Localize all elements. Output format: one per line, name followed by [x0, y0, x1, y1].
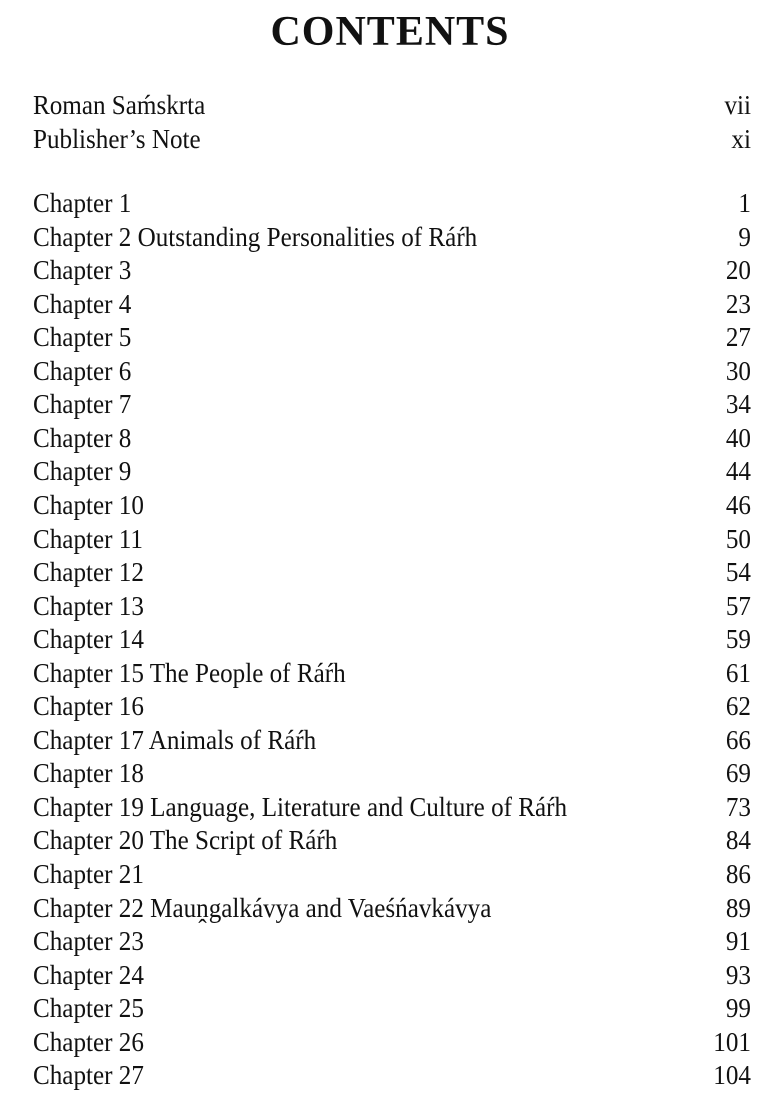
entry-page-number: 61	[725, 657, 751, 688]
entry-title: Chapter 6	[33, 355, 132, 386]
entry-page-number: 1	[738, 188, 751, 218]
chapter-entry	[33, 220, 751, 254]
entry-page-number: 104	[713, 1060, 751, 1091]
entry-title: Chapter 1	[33, 188, 132, 218]
entry-title: Chapter 26	[33, 1026, 144, 1057]
entry-page-number: 62	[725, 691, 751, 722]
entry-page-number: 59	[725, 624, 751, 655]
entry-page-number: 54	[725, 557, 751, 588]
chapter-entry	[33, 958, 751, 992]
entry-title: Chapter 14	[33, 624, 144, 655]
entry-title: Publisher’s Note	[33, 124, 201, 154]
entry-title: Chapter 11	[33, 523, 143, 554]
chapter-entry	[33, 522, 751, 556]
entry-title: Chapter 5	[33, 322, 132, 353]
chapter-entry	[33, 723, 751, 757]
entry-page-number: xi	[731, 124, 751, 154]
entry-title: Chapter 16	[33, 691, 144, 722]
entry-page-number: 73	[725, 791, 751, 822]
entry-title: Chapter 20 The Script of Ráŕh	[33, 825, 338, 856]
entry-page-number: 69	[725, 758, 751, 789]
entry-page-number: 44	[725, 456, 751, 487]
front-matter-entry	[33, 88, 751, 122]
entry-title: Chapter 13	[33, 590, 144, 621]
chapter-entry	[33, 924, 751, 958]
chapter-entry	[33, 186, 751, 220]
entry-title: Chapter 24	[33, 959, 144, 990]
entry-page-number: vii	[724, 90, 751, 120]
entry-page-number: 20	[725, 255, 751, 286]
entry-page-number: 27	[725, 322, 751, 353]
entry-page-number: 99	[725, 993, 751, 1024]
entry-title: Chapter 21	[33, 859, 144, 889]
entry-title: Chapter 18	[33, 758, 144, 789]
chapter-entry	[33, 555, 751, 589]
entry-title: Chapter 3	[33, 255, 132, 286]
chapter-entry	[33, 589, 751, 623]
entry-page-number: 23	[725, 288, 751, 319]
chapter-entry	[33, 1058, 751, 1092]
chapter-entry	[33, 891, 751, 925]
chapter-entry	[33, 320, 751, 354]
chapter-entry	[33, 857, 751, 891]
entry-page-number: 89	[725, 892, 751, 923]
entry-page-number: 9	[738, 221, 751, 252]
chapter-entry	[33, 488, 751, 522]
chapter-entry	[33, 790, 751, 824]
entry-page-number: 101	[713, 1026, 751, 1057]
entry-title: Chapter 25	[33, 993, 144, 1024]
entry-page-number: 66	[725, 724, 751, 755]
entry-title: Chapter 15 The People of Ráŕh	[33, 657, 346, 688]
chapter-entry	[33, 287, 751, 321]
chapter-entry	[33, 1025, 751, 1059]
entry-title: Chapter 17 Animals of Ráŕh	[33, 724, 317, 755]
entry-page-number: 30	[725, 355, 751, 386]
chapter-entry	[33, 756, 751, 790]
chapter-entry	[33, 421, 751, 455]
page-title: CONTENTS	[270, 9, 510, 55]
entry-title: Chapter 9	[33, 456, 132, 487]
entry-page-number: 34	[725, 389, 751, 420]
entry-page-number: 50	[725, 523, 751, 554]
chapter-entry	[33, 622, 751, 656]
front-matter-entry	[33, 122, 751, 156]
entry-title: Chapter 12	[33, 557, 144, 588]
entry-title: Chapter 4	[33, 288, 132, 319]
chapter-entry	[33, 454, 751, 488]
chapter-entry	[33, 991, 751, 1025]
chapter-entry	[33, 656, 751, 690]
entry-page-number: 46	[725, 489, 751, 520]
chapter-entry	[33, 387, 751, 421]
chapter-entry	[33, 689, 751, 723]
entry-title: Chapter 7	[33, 389, 132, 420]
entry-title: Chapter 27	[33, 1060, 144, 1091]
entry-title: Chapter 8	[33, 422, 132, 453]
entry-title: Chapter 22 Mauṋgalkávya and Vaeśńavkávya	[33, 892, 492, 923]
entry-page-number: 57	[725, 590, 751, 621]
entry-page-number: 40	[725, 422, 751, 453]
chapter-entry	[33, 354, 751, 388]
entry-title: Chapter 2 Outstanding Personalities of Ráŕh	[33, 221, 478, 252]
entry-title: Roman Saḿskrta	[33, 90, 206, 120]
chapter-entry	[33, 253, 751, 287]
entry-title: Chapter 19 Language, Literature and Culture of Ráŕh	[33, 791, 568, 822]
entry-page-number: 93	[725, 959, 751, 990]
chapter-entry	[33, 823, 751, 857]
entry-title: Chapter 10	[33, 489, 144, 520]
entry-title: Chapter 23	[33, 926, 144, 957]
entry-page-number: 91	[725, 926, 751, 957]
entry-page-number: 86	[725, 859, 751, 889]
entry-page-number: 84	[725, 825, 751, 856]
